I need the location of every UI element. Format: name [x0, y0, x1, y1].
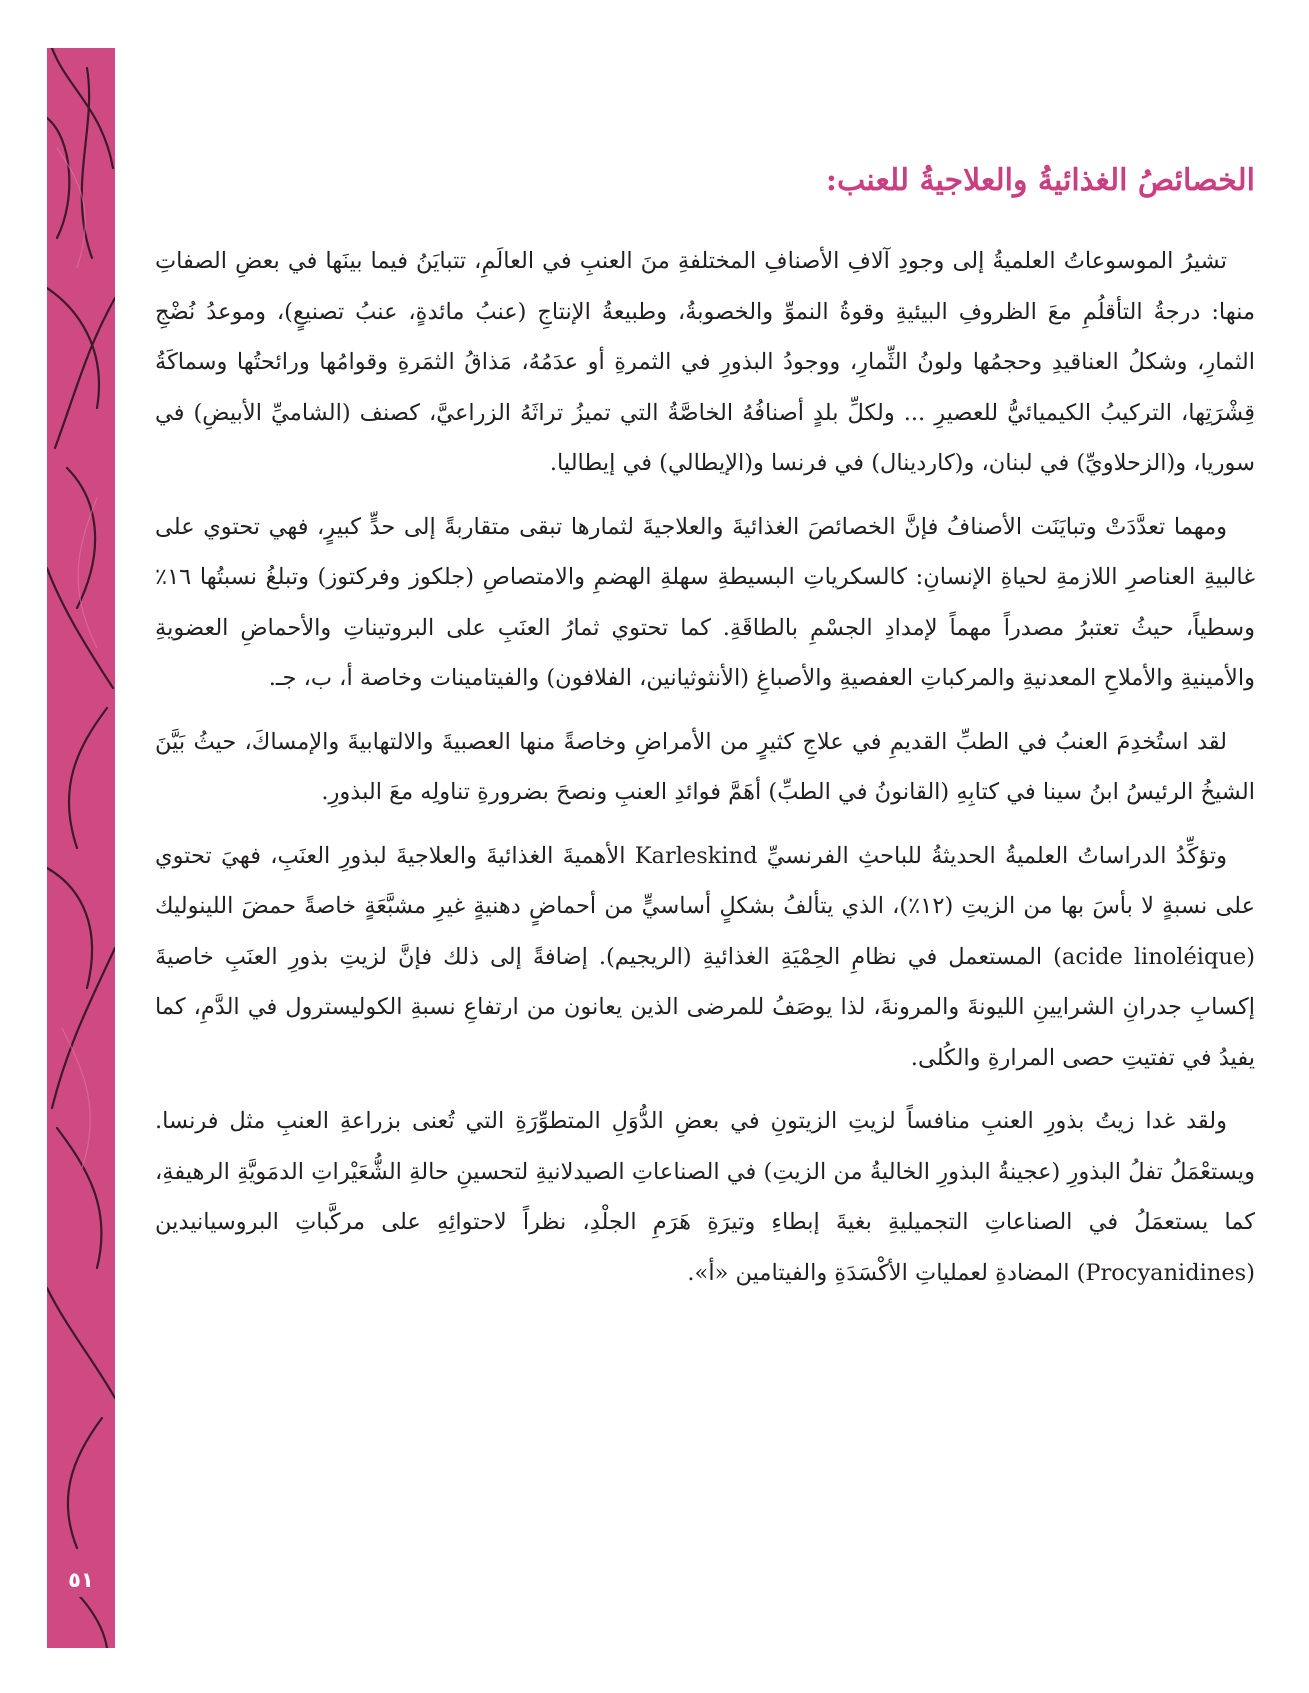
section-heading: الخصائصُ الغذائيةُ والعلاجيةُ للعنب: [825, 163, 1255, 198]
paragraph-2: ومهما تعدَّدَتْ وتبايَنَت الأصنافُ فإنَّ الخصائصَ الغذائيةَ والعلاجيةَ لثمارها تبقى متقاربةً إلى حدٍّ كبيرٍ، فهي تحتوي على غالبيةِ العناصرِ اللازمةِ لحياةِ الإنسانِ: كالسكرياتِ البسيطةِ سهلةِ الهضمِ والامتصاصِ (جلكوز وفركتوز) وتبلغُ نسبتُها ١٦٪ وسطياً، حيثُ تعتبرُ مصدراً مهماً لإمدادِ الجسْمِ بالطاقَةِ. كما تحتوي ثمارُ العنَبِ على البروتيناتِ والأحماضِ العضويةِ والأمينيةِ والأملاحِ المعدنيةِ والمركباتِ العفصيةِ والأصباغِ (الأنثوثيانين، الفلافون) والفيتامينات وخاصة أ، ب، جـ. [155, 513, 1255, 691]
page-content [155, 150, 1255, 1311]
paragraph-4-end: المستعمل في نظامِ الحِمْيَةِ الغذائيةِ (الريجيم). إضافةً إلى ذلك فإنَّ لزيتِ بذورِ العنَبِ خاصيةَ إكسابِ جدرانِ الشرايينِ الليونةَ والمرونةَ، لذا يوصَفُ للمرضى الذين يعانون من ارتفاعِ نسبةِ الكوليسترول في الدَّمِ، كما يفيدُ في تفتيتِ حصى المرارةِ والكُلى. [155, 943, 1255, 1071]
paragraph-4-lead: وتؤكِّدُ الدراساتُ العلميةُ الحديثةُ للباحثِ الفرنسيِّ [766, 842, 1228, 869]
latin-term-linoleic: (acide linoléique) [1053, 943, 1255, 970]
paragraph-4 [155, 831, 1255, 1084]
latin-name-karleskind: Karleskind [634, 842, 758, 869]
vine-pattern-icon [47, 48, 115, 1648]
paragraph-4-middle: الأهميةَ الغذائيةَ والعلاجيةَ لبذورِ العنَبِ، فهيَ تحتوي على نسبةٍ لا بأسَ بها من الزيتِ (١٢٪)، الذي يتألفُ بشكلٍ أساسيٍّ من أحماضٍ دهنيةٍ غيرِ مشبَّعَةٍ خاصةً حمضَ اللينوليك [155, 842, 1255, 919]
paragraph-5-end: المضادةِ لعملياتِ الأكْسَدَةِ والفيتامين «أ». [687, 1259, 1070, 1286]
paragraph-5 [155, 1096, 1255, 1298]
paragraph-3: لقد استُخدِمَ العنبُ في الطبِّ القديمِ في علاجِ كثيرٍ من الأمراضِ وخاصةً منها العصبيةَ والالتهابيةَ والإمساكَ، حيثُ بَيَّنَ الشيخُ الرئيسُ ابنُ سينا في كتابِهِ (القانونُ في الطبِّ) أهَمَّ فوائدِ العنبِ ونصحَ بضرورةِ تناولِه معَ البذورِ. [155, 728, 1255, 805]
paragraph-1: تشيرُ الموسوعاتُ العلميةُ إلى وجودِ آلافِ الأصنافِ المختلفةِ منَ العنبِ في العالَمِ، تتبايَنُ فيما بينَها في بعضِ الصفاتِ منها: درجةُ التأقلُمِ معَ الظروفِ البيئيةِ وقوةُ النموِّ والخصوبةُ، وطبيعةُ الإنتاجِ (عنبُ مائدةٍ، عنبُ تصنيعٍ)، وموعدُ نُضْجِ الثمارِ، وشكلُ العناقيدِ وحجمُها ولونُ الثِّمارِ، ووجودُ البذورِ في الثمرةِ أو عدَمُهُ، مَذاقُ الثمَرةِ وقوامُها ورائحتُها وسماكَةُ قِشْرَتِها، التركيبُ الكيميائيُّ للعصيرِ ... ولكلِّ بلدٍ أصنافُهُ الخاصَّةُ التي تميزُ تراثَهُ الزراعيَّ، كصنف (الشاميِّ الأبيضِ) في سوريا، و(الزحلاويِّ) في لبنان، و(كاردينال) في فرنسا و(الإيطالي) في إيطاليا. [155, 248, 1255, 476]
latin-term-procyanidines: (Procyanidines) [1076, 1259, 1255, 1286]
decorative-side-strip [47, 48, 115, 1648]
paragraph-5-main: ولقد غدا زيتُ بذورِ العنبِ منافساً لزيتِ الزيتونِ في بعضِ الدُّوَلِ المتطوِّرَةِ التي تُعنى بزراعةِ العنبِ مثل فرنسا. ويستعْمَلُ تفلُ البذورِ (عجينةُ البذورِ الخاليةُ من الزيتِ) في الصناعاتِ الصيدلانيةِ لتحسينِ حالةِ الشُّعَيْراتِ الدمَويَّةِ الرهيفةِ، كما يستعمَلُ في الصناعاتِ التجميليةِ بغيةَ إبطاءِ وتيرَةِ هَرَمِ الجلْدِ، نظراً لاحتوائِهِ على مركَّباتِ البروسيانيدين [155, 1108, 1255, 1235]
page-number: ٥١ [47, 1563, 115, 1597]
